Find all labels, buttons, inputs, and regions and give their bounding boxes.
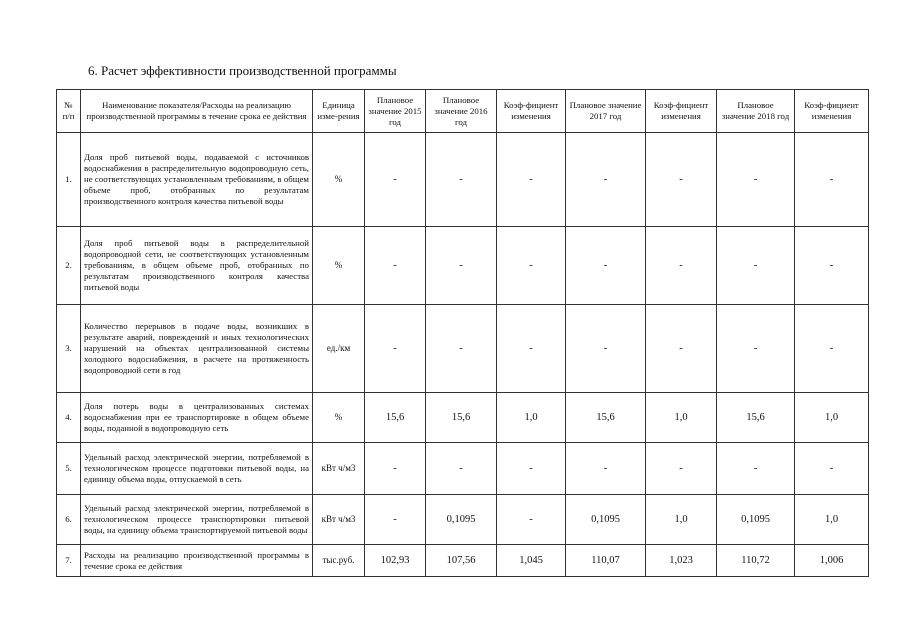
- plan-2015-cell: -: [365, 305, 426, 393]
- plan-2016-cell: -: [426, 443, 497, 495]
- coefficient-2017-cell: -: [646, 443, 717, 495]
- table-row: [57, 495, 869, 545]
- plan-2015-cell: -: [365, 443, 426, 495]
- coefficient-2017-cell: -: [646, 133, 717, 227]
- plan-2018-cell: -: [717, 443, 795, 495]
- coefficient-2018-cell: -: [795, 227, 869, 305]
- plan-2017-cell: -: [566, 227, 646, 305]
- plan-2017-cell: 15,6: [566, 393, 646, 443]
- plan-2018-cell: 110,72: [717, 545, 795, 577]
- plan-2018-cell: 15,6: [717, 393, 795, 443]
- table-row: [57, 393, 869, 443]
- header-plan-2018: Плановое значение 2018 год: [717, 90, 795, 133]
- plan-2015-cell: 15,6: [365, 393, 426, 443]
- unit-cell: %: [313, 393, 365, 443]
- unit-cell: %: [313, 227, 365, 305]
- coefficient-2018-cell: -: [795, 443, 869, 495]
- header-coefficient-2016: Коэф-фициент изменения: [497, 90, 566, 133]
- plan-2015-cell: 102,93: [365, 545, 426, 577]
- coefficient-2017-cell: 1,0: [646, 495, 717, 545]
- coefficient-2018-cell: -: [795, 133, 869, 227]
- indicator-name-cell: Доля потерь воды в централизованных системах водоснабжения при ее транспортировке в общем объеме воды, поданной в водопроводную сеть: [81, 393, 313, 443]
- efficiency-table: [56, 89, 869, 577]
- table-row: [57, 133, 869, 227]
- row-number-cell: 5.: [57, 443, 81, 495]
- coefficient-2017-cell: 1,023: [646, 545, 717, 577]
- document-title: 6. Расчет эффективности производственной программы: [88, 63, 397, 78]
- plan-2016-cell: 0,1095: [426, 495, 497, 545]
- plan-2018-cell: -: [717, 227, 795, 305]
- unit-cell: ед./км: [313, 305, 365, 393]
- table-row: [57, 545, 869, 577]
- coefficient-2017-cell: 1,0: [646, 393, 717, 443]
- indicator-name-cell: Удельный расход электрической энергии, потребляемой в технологическом процессе транспортировки питьевой воды, на единицу объема транспортируемой питьевой воды: [81, 495, 313, 545]
- plan-2018-cell: 0,1095: [717, 495, 795, 545]
- header-number: № п/п: [57, 90, 81, 133]
- row-number-cell: 2.: [57, 227, 81, 305]
- table-row: [57, 443, 869, 495]
- coefficient-2016-cell: 1,045: [497, 545, 566, 577]
- header-row: [57, 90, 869, 133]
- coefficient-2016-cell: -: [497, 305, 566, 393]
- plan-2015-cell: -: [365, 133, 426, 227]
- row-number-cell: 7.: [57, 545, 81, 577]
- row-number-cell: 6.: [57, 495, 81, 545]
- indicator-name-cell: Доля проб питьевой воды в распределительной водопроводной сети, не соответствующих установленным требованиям, в общем объеме проб, отобранных по результатам производственного контроля качества питьевой воды: [81, 227, 313, 305]
- plan-2017-cell: 110,07: [566, 545, 646, 577]
- plan-2016-cell: 107,56: [426, 545, 497, 577]
- plan-2016-cell: -: [426, 227, 497, 305]
- plan-2015-cell: -: [365, 495, 426, 545]
- unit-cell: тыс.руб.: [313, 545, 365, 577]
- plan-2017-cell: 0,1095: [566, 495, 646, 545]
- coefficient-2018-cell: 1,006: [795, 545, 869, 577]
- coefficient-2016-cell: -: [497, 443, 566, 495]
- plan-2018-cell: -: [717, 305, 795, 393]
- indicator-name-cell: Доля проб питьевой воды, подаваемой с источников водоснабжения в распределительную водопроводную сеть, не соответствующих установленным требованиям, в общем объеме проб, отобранных по результатам производственного контроля качества питьевой воды: [81, 133, 313, 227]
- unit-cell: кВт ч/м3: [313, 495, 365, 545]
- table-row: [57, 227, 869, 305]
- row-number-cell: 3.: [57, 305, 81, 393]
- coefficient-2016-cell: -: [497, 495, 566, 545]
- plan-2016-cell: 15,6: [426, 393, 497, 443]
- row-number-cell: 1.: [57, 133, 81, 227]
- coefficient-2017-cell: -: [646, 227, 717, 305]
- header-coefficient-2017: Коэф-фициент изменения: [646, 90, 717, 133]
- unit-cell: %: [313, 133, 365, 227]
- header-plan-2015: Плановое значение 2015 год: [365, 90, 426, 133]
- coefficient-2018-cell: -: [795, 305, 869, 393]
- plan-2018-cell: -: [717, 133, 795, 227]
- coefficient-2018-cell: 1,0: [795, 495, 869, 545]
- coefficient-2017-cell: -: [646, 305, 717, 393]
- indicator-name-cell: Удельный расход электрической энергии, потребляемой в технологическом процессе подготовки питьевой воды, на единицу объема воды, отпускаемой в сеть: [81, 443, 313, 495]
- header-plan-2017: Плановое значение 2017 год: [566, 90, 646, 133]
- header-unit: Единица изме-рения: [313, 90, 365, 133]
- coefficient-2016-cell: -: [497, 133, 566, 227]
- indicator-name-cell: Количество перерывов в подаче воды, возникших в результате аварий, повреждений и иных технологических нарушений на объектах централизованной системы холодного водоснабжения, в расчете на протяженность водопроводной сети в год: [81, 305, 313, 393]
- table-body: [57, 133, 869, 577]
- unit-cell: кВт ч/м3: [313, 443, 365, 495]
- table-row: [57, 305, 869, 393]
- plan-2016-cell: -: [426, 133, 497, 227]
- header-indicator-name: Наименование показателя/Расходы на реализацию производственной программы в течение срока ее действия: [81, 90, 313, 133]
- coefficient-2016-cell: 1,0: [497, 393, 566, 443]
- plan-2015-cell: -: [365, 227, 426, 305]
- header-coefficient-2018: Коэф-фициент изменения: [795, 90, 869, 133]
- coefficient-2016-cell: -: [497, 227, 566, 305]
- row-number-cell: 4.: [57, 393, 81, 443]
- indicator-name-cell: Расходы на реализацию производственной программы в течение срока ее действия: [81, 545, 313, 577]
- header-plan-2016: Плановое значение 2016 год: [426, 90, 497, 133]
- plan-2017-cell: -: [566, 133, 646, 227]
- plan-2016-cell: -: [426, 305, 497, 393]
- plan-2017-cell: -: [566, 305, 646, 393]
- plan-2017-cell: -: [566, 443, 646, 495]
- coefficient-2018-cell: 1,0: [795, 393, 869, 443]
